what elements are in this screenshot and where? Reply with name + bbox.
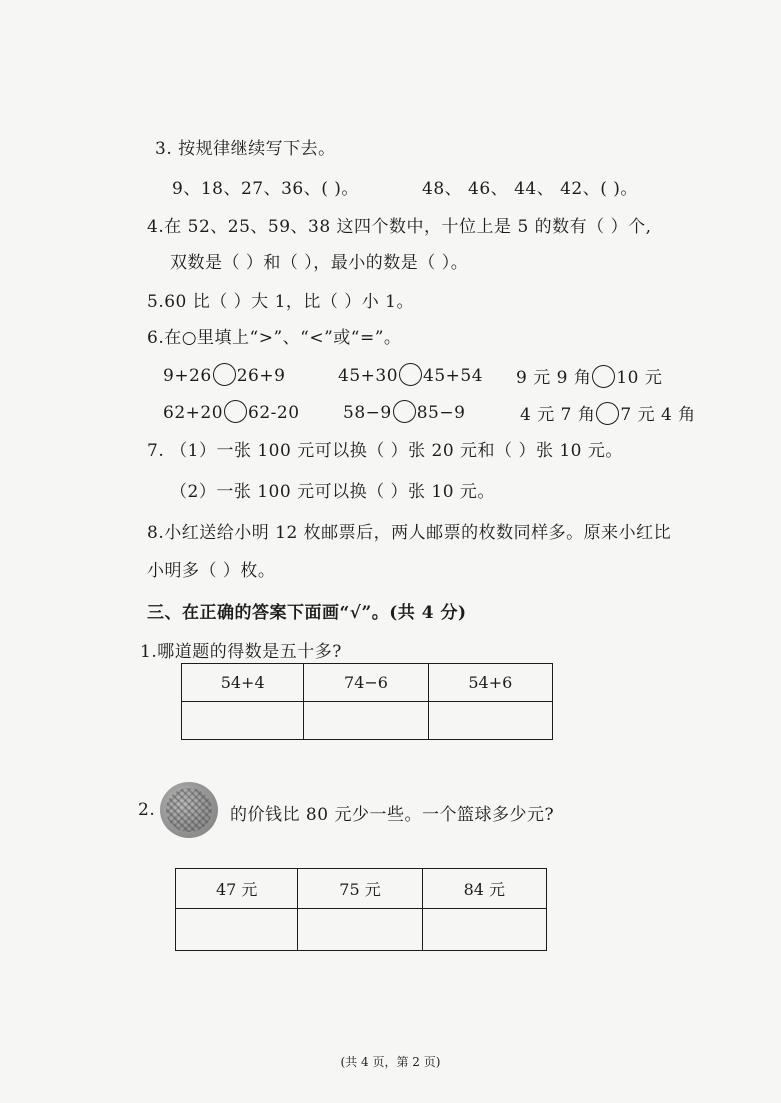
compare-circle[interactable] bbox=[393, 400, 416, 423]
q6-item-6 bbox=[520, 400, 696, 425]
q3-sequence-1: 9、18、27、36、( )。 bbox=[172, 179, 359, 199]
section-3-title: 三、在正确的答案下面画“√”。(共 4 分) bbox=[147, 603, 467, 623]
compare-circle[interactable] bbox=[592, 365, 615, 388]
q6-title: 6.在○里填上“>”、“<”或“=”。 bbox=[147, 328, 402, 348]
q6-item-5 bbox=[343, 400, 465, 423]
q6-expr-left: 9 元 9 角 bbox=[516, 368, 592, 388]
q6-expr-right: 7 元 4 角 bbox=[620, 405, 696, 425]
check-cell[interactable] bbox=[298, 909, 422, 951]
q6-expr-left: 58−9 bbox=[343, 403, 392, 423]
basketball-icon bbox=[160, 782, 218, 838]
q4-line-1: 4.在 52、25、59、38 这四个数中，十位上是 5 的数有（ ）个, bbox=[147, 217, 652, 237]
q6-expr-right: 62-20 bbox=[248, 403, 300, 423]
check-cell[interactable] bbox=[182, 702, 304, 740]
option-cell: 54+4 bbox=[182, 664, 304, 702]
q6-expr-left: 45+30 bbox=[338, 366, 399, 386]
check-cell[interactable] bbox=[176, 909, 298, 951]
q6-item-3 bbox=[516, 363, 662, 388]
check-cell[interactable] bbox=[304, 702, 428, 740]
option-cell: 47 元 bbox=[176, 869, 298, 909]
q3-title: 3. 按规律继续写下去。 bbox=[155, 139, 336, 159]
s3-q2-answer-table bbox=[175, 868, 547, 951]
page-footer: (共 4 页，第 2 页) bbox=[340, 1055, 441, 1069]
s3-q2-text: 的价钱比 80 元少一些。一个篮球多少元? bbox=[230, 805, 555, 825]
compare-circle[interactable] bbox=[399, 363, 422, 386]
q6-expr-right: 26+9 bbox=[236, 366, 286, 386]
q6-expr-left: 62+20 bbox=[163, 403, 224, 423]
compare-circle[interactable] bbox=[224, 400, 247, 423]
q6-expr-right: 85−9 bbox=[416, 403, 466, 423]
q7-line-2: （2）一张 100 元可以换（ ）张 10 元。 bbox=[170, 482, 495, 502]
q6-item-1 bbox=[163, 363, 285, 386]
q8-line-2: 小明多（ ）枚。 bbox=[147, 561, 276, 581]
q6-expr-right: 10 元 bbox=[616, 368, 663, 388]
check-cell[interactable] bbox=[428, 702, 552, 740]
s3-q1-title: 1.哪道题的得数是五十多? bbox=[140, 642, 342, 662]
q8-line-1: 8.小红送给小明 12 枚邮票后，两人邮票的枚数同样多。原来小红比 bbox=[147, 523, 672, 543]
q6-expr-right: 45+54 bbox=[423, 366, 484, 386]
option-cell: 54+6 bbox=[428, 664, 552, 702]
q4-line-2: 双数是（ ）和（ ），最小的数是（ ）。 bbox=[170, 253, 469, 273]
q6-expr-left: 4 元 7 角 bbox=[520, 405, 596, 425]
q3-sequence-2: 48、 46、 44、 42、( )。 bbox=[422, 179, 638, 199]
q6-expr-left: 9+26 bbox=[163, 366, 212, 386]
q7-line-1: 7. （1）一张 100 元可以换（ ）张 20 元和（ ）张 10 元。 bbox=[147, 441, 623, 461]
option-cell: 84 元 bbox=[422, 869, 546, 909]
compare-circle[interactable] bbox=[213, 363, 236, 386]
q5-line: 5.60 比（ ）大 1，比（ ）小 1。 bbox=[147, 292, 415, 312]
check-cell[interactable] bbox=[422, 909, 546, 951]
s3-q2-number: 2. bbox=[138, 800, 156, 820]
s3-q1-answer-table bbox=[181, 663, 553, 740]
q6-item-4 bbox=[163, 400, 300, 423]
q6-item-2 bbox=[338, 363, 483, 386]
option-cell: 75 元 bbox=[298, 869, 422, 909]
compare-circle[interactable] bbox=[596, 402, 619, 425]
option-cell: 74−6 bbox=[304, 664, 428, 702]
